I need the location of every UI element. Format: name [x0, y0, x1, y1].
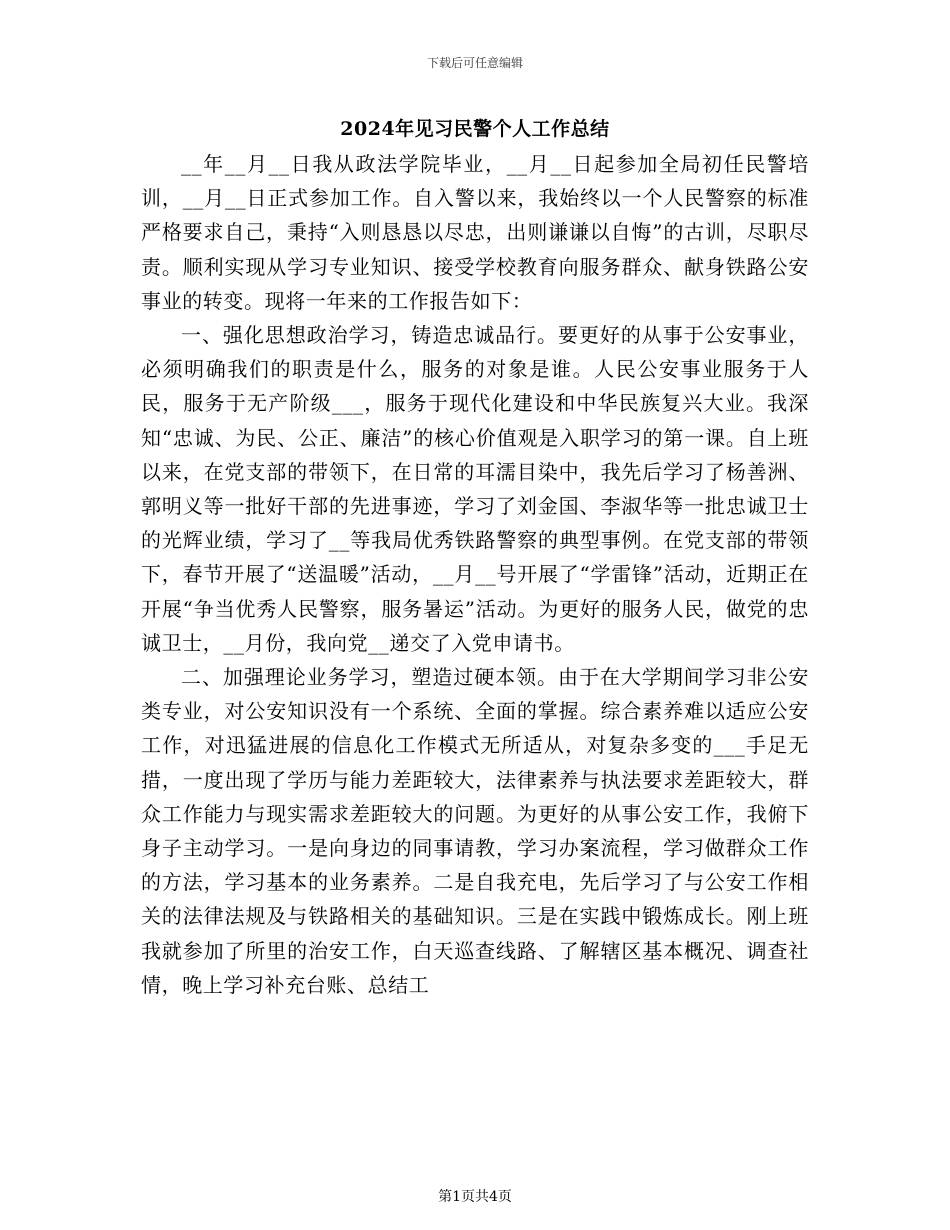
paragraph-section-1: 一、强化思想政治学习，铸造忠诚品行。要更好的从事于公安事业，必须明确我们的职责是什么，服务的对象是谁。人民公安事业服务于人民，服务于无产阶级___，服务于现代化建设和中华民族复兴大业。我深知“忠诚、为民、公正、廉洁”的核心价值观是入职学习的第一课。自上班以来，在党支部的带领下，在日常的耳濡目染中，我先后学习了杨善洲、郭明义等一批好干部的先进事迹，学习了刘金国、李淑华等一批忠诚卫士的光辉业绩，学习了__等我局优秀铁路警察的典型事例。在党支部的带领下，春节开展了“送温暖”活动，__月__号开展了“学雷锋”活动，近期正在开展“争当优秀人民警察，服务暑运”活动。为更好的服务人民，做党的忠诚卫士，__月份，我向党__递交了入党申请书。	[141, 323, 809, 655]
page-footer: 第1页共4页	[438, 1189, 512, 1205]
page-header: 下载后可任意编辑	[426, 56, 523, 70]
document-body	[141, 147, 809, 1002]
document-title: 2024年见习民警个人工作总结	[340, 118, 610, 140]
paragraph-section-2: 二、加强理论业务学习，塑造过硬本领。由于在大学期间学习非公安类专业，对公安知识没有一个系统、全面的掌握。综合素养难以适应公安工作，对迅猛进展的信息化工作模式无所适从，对复杂多变的___手足无措，一度出现了学历与能力差距较大，法律素养与执法要求差距较大，群众工作能力与现实需求差距较大的问题。为更好的从事公安工作，我俯下身子主动学习。一是向身边的同事请教，学习办案流程，学习做群众工作的方法，学习基本的业务素养。二是自我充电，先后学习了与公安工作相关的法律法规及与铁路相关的基础知识。三是在实践中锻炼成长。刚上班我就参加了所里的治安工作，白天巡查线路、了解辖区基本概况、调查社情，晚上学习补充台账、总结工	[141, 665, 809, 997]
paragraph-intro: __年__月__日我从政法学院毕业，__月__日起参加全局初任民警培训，__月__日正式参加工作。自入警以来，我始终以一个人民警察的标准严格要求自己，秉持“入则恳恳以尽忠，出则谦谦以自悔”的古训，尽职尽责。顺利实现从学习专业知识、接受学校教育向服务群众、献身铁路公安事业的转变。现将一年来的工作报告如下：	[141, 152, 809, 313]
